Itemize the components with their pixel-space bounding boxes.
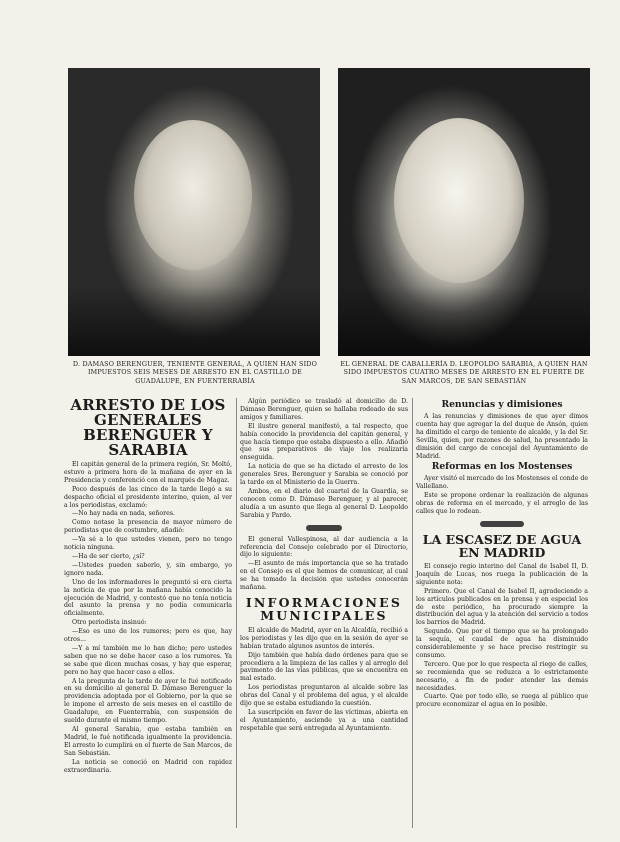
article-continuation: [240, 398, 408, 734]
paragraph: El alcalde de Madrid, ayer en la Alcaldía, recibió a los periodistas y les dijo que en la sesión de ayer se habían tratado algunos asuntos de interés.: [240, 626, 408, 650]
photo-sarabia: [338, 68, 590, 356]
paragraph: Al general Sarabia, que estaba también en Madrid, le fué notificada igualmente la providencia. El arresto lo cumplirá en el fuerte de San Marcos, de San Sebastián.: [64, 726, 232, 757]
ornament-divider: [306, 525, 342, 531]
paragraph: —Ustedes pueden saberlo, y, sin embargo, yo ignoro nada.: [64, 561, 232, 577]
paragraph: Este se propone ordenar la realización de algunas obras de reforma en el mercado, y el arreglo de las calles que lo rodean.: [416, 492, 588, 516]
paragraph: —Ya sé a lo que ustedes vienen, pero no tengo noticia ninguna.: [64, 536, 232, 552]
paragraph: Como notase la presencia de mayor número de periodistas que de costumbre, añadió:: [64, 519, 232, 535]
subhead-mostenses: Reformas en los Mostenses: [431, 461, 573, 473]
column-rule: [236, 398, 237, 828]
paragraph: A las renuncias y dimisiones de que ayer dimos cuenta hay que agregar la del duque de Ansón, quien ha dimitido el cargo de teniente de alcalde, y la del Sr. Sevilla, quien, por razones de salud, ha presentado la dimisión del cargo de concejal del Ayuntamiento de Madrid.: [416, 413, 588, 460]
paragraph: El capitán general de la primera región, Sr. Moltó, estuvo a primera hora de la mañana de ayer en la Presidencia y conferenció con el marqués de Magaz.: [64, 461, 232, 484]
paragraph: Cuarto. Que por todo ello, se ruega al público que procure economizar el agua en lo posible.: [416, 693, 588, 709]
photo-caption-right: EL GENERAL DE CABALLERÍA D. LEOPOLDO SARABIA, A QUIEN HAN SIDO IMPUESTOS CUATRO MESES DE ARRESTO EN EL FUERTE DE SAN MARCOS, DE SAN SEBASTIÁN: [340, 360, 588, 385]
paragraph: A la pregunta de la tarde de ayer le fué notificado en su domicilio al general D. Dámaso Berenguer la providencia adoptada por el Gobierno, por la que se le impone el arresto de seis meses en el castillo de Guadalupe, en Fuenterrabía, con suspensión de sueldo durante el mismo tiempo.: [64, 677, 232, 725]
paragraph: Ambos, en el diario del cuartel de la Guardia, se conocen como D. Dámaso Berenguer, y al parecer, aludía a un asunto que llega al general D. Leopoldo Sarabia y Pardo.: [240, 487, 408, 519]
paragraph: Los periodistas preguntaron al alcalde sobre las obras del Canal y el problema del agua, y el alcalde dijo que se estaba estudiando la cuestión.: [240, 684, 408, 708]
paragraph: —No hay nada en nada, señores.: [72, 510, 175, 518]
paragraph: La suscripción en favor de las víctimas, abierta en el Ayuntamiento, asciende ya a una cantidad respetable que será entregada al Ayuntamiento.: [240, 709, 408, 732]
paragraph: Dijo también que había dado órdenes para que se procediera a la limpieza de las calles y al arreglo del pavimento de las vías públicas, que se encuentra en mal estado.: [240, 651, 408, 683]
article-arresto: [64, 398, 232, 775]
photo-caption-left: D. DAMASO BERENGUER, TENIENTE GENERAL, A QUIEN HAN SIDO IMPUESTOS SEIS MESES DE ARRESTO EN EL CASTILLO DE GUADALUPE, EN FUENTERRABÍA: [72, 360, 318, 385]
paragraph: Primero. Que el Canal de Isabel II, agradeciendo a los artículos publicados en la prensa y en especial los de este periódico, ha procurado siempre la distribución del agua y la atención del servicio a todos los barrios de Madrid.: [416, 587, 588, 627]
paragraph: Tercero. Que por lo que respecta al riego de calles, se recomienda que se reduzca a lo estrictamente necesario, a fin de poder atender las demás necesidades.: [416, 660, 588, 692]
headline-municipales: INFORMACIONES MUNICIPALES: [245, 594, 403, 624]
headline-arresto: ARRESTO DE LOS GENERALES BERENGUER Y SARABIA: [70, 396, 226, 459]
paragraph: —Y a mí también me lo han dicho; pero ustedes saben que no se debe hacer caso a los rumores. Ya se sabe que dicen muchas cosas, y hay que esperar, pero no hay que hacer caso a ellos.: [64, 644, 232, 676]
column-rule: [412, 398, 413, 828]
headline-escasez-agua: LA ESCASEZ DE AGUA EN MADRID: [422, 531, 582, 560]
paragraph: El general Vallespinosa, al dar audiencia a la referencia del Consejo celebrado por el Directorio, dijo lo siguiente:: [240, 535, 408, 559]
paragraph: Algún periódico se trasladó al domicilio de D. Dámaso Berenguer, quien se hallaba rodeado de sus amigos y familiares.: [240, 398, 408, 421]
paragraph: —Eso es uno de los rumores; pero es que, hay otros...: [64, 628, 232, 644]
ornament-divider: [480, 521, 524, 527]
article-municipal-notes: [416, 398, 588, 710]
paragraph: Segundo. Que por el tiempo que se ha prolongado la sequía, el caudal de agua ha disminuido considerablemente y se hace preciso restringir su consumo.: [416, 628, 588, 659]
paragraph: Ayer visitó el mercado de los Mostenses el conde de Vallellano.: [416, 475, 588, 491]
paragraph: —Ha de ser cierto, ¿sí?: [72, 552, 145, 560]
paragraph: El consejo regio interino del Canal de Isabel II, D. Joaquín de Lucas, nos ruega la publicación de la siguiente nota:: [416, 562, 588, 586]
paragraph: Uno de los informadores le preguntó si era cierta la noticia de que por la mañana había conocido la ejecución de Madrid, y contestó que no tenía noticia del asunto la prensa y no podía comunicarla oficialmente.: [64, 578, 232, 618]
paragraph: El ilustre general manifestó, a tal respecto, que había conocido la providencia del capitán general, y que hacía tiempo que estaba dispuesto a ello. Añadió que sus preparativos de viaje los realizaría enseguida.: [240, 422, 408, 462]
photo-berenguer: [68, 68, 320, 356]
paragraph: La noticia de que se ha dictado el arresto de los generales Sres. Berenguer y Sarabia se conoció por la tarde en el Ministerio de la Guerra.: [240, 463, 408, 487]
paragraph: —El asunto de más importancia que se ha tratado en el Consejo es el que hemos de comunicar, al cual se ha tomado la decisión que ustedes conocerán mañana.: [240, 560, 408, 592]
paragraph: Poco después de las cinco de la tarde llegó a su despacho oficial el presidente interino, quien, al ver a los periodistas, exclamó:: [64, 485, 232, 509]
paragraph: Otro periodista insinuó:: [72, 619, 147, 627]
paragraph: La noticia se conoció en Madrid con rapidez extraordinaria.: [64, 758, 232, 774]
subhead-renuncias: Renuncias y dimisiones: [441, 399, 563, 410]
